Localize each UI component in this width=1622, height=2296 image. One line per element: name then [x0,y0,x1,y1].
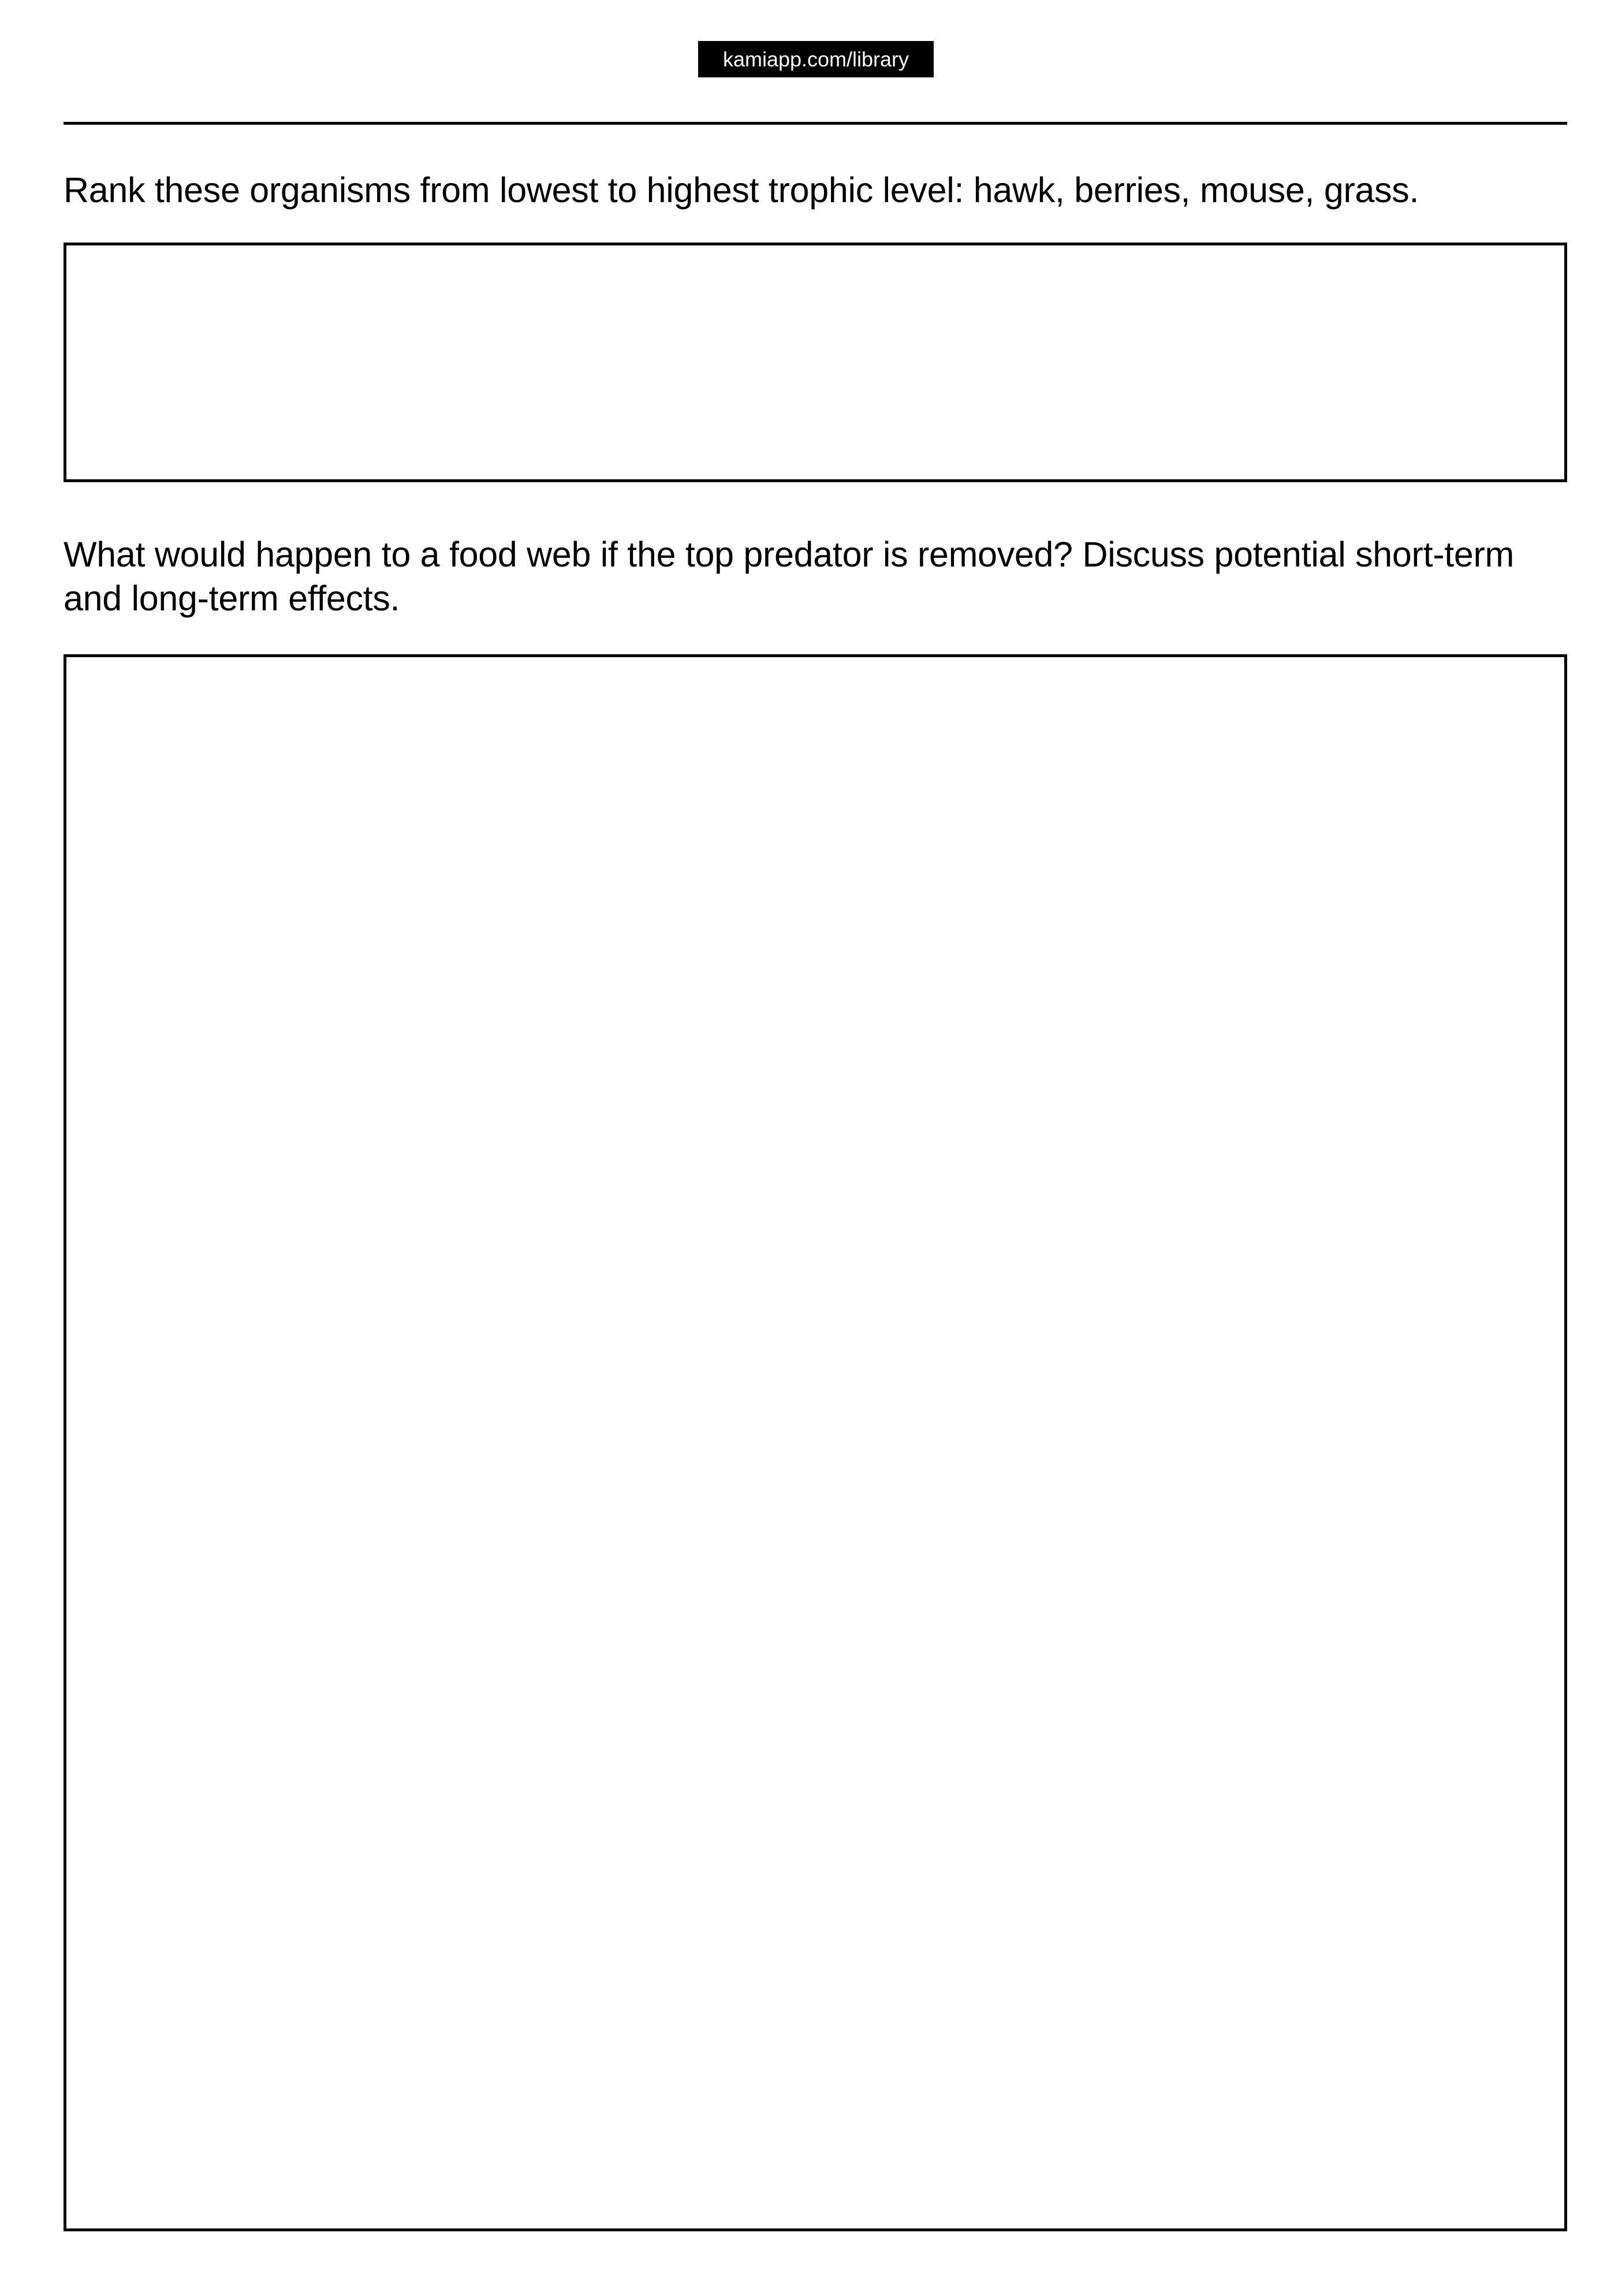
question-2-prompt: What would happen to a food web if the top predator is removed? Discuss potential short-term and long-term effects. [64,535,1515,618]
header-divider [64,122,1567,125]
question-1-answer-box[interactable] [64,243,1567,482]
question-1-prompt: Rank these organisms from lowest to highest trophic level: hawk, berries, mouse, grass. [64,170,1419,210]
library-url-badge: kamiapp.com/library [698,41,934,77]
question-2-answer-box[interactable] [64,654,1567,2231]
